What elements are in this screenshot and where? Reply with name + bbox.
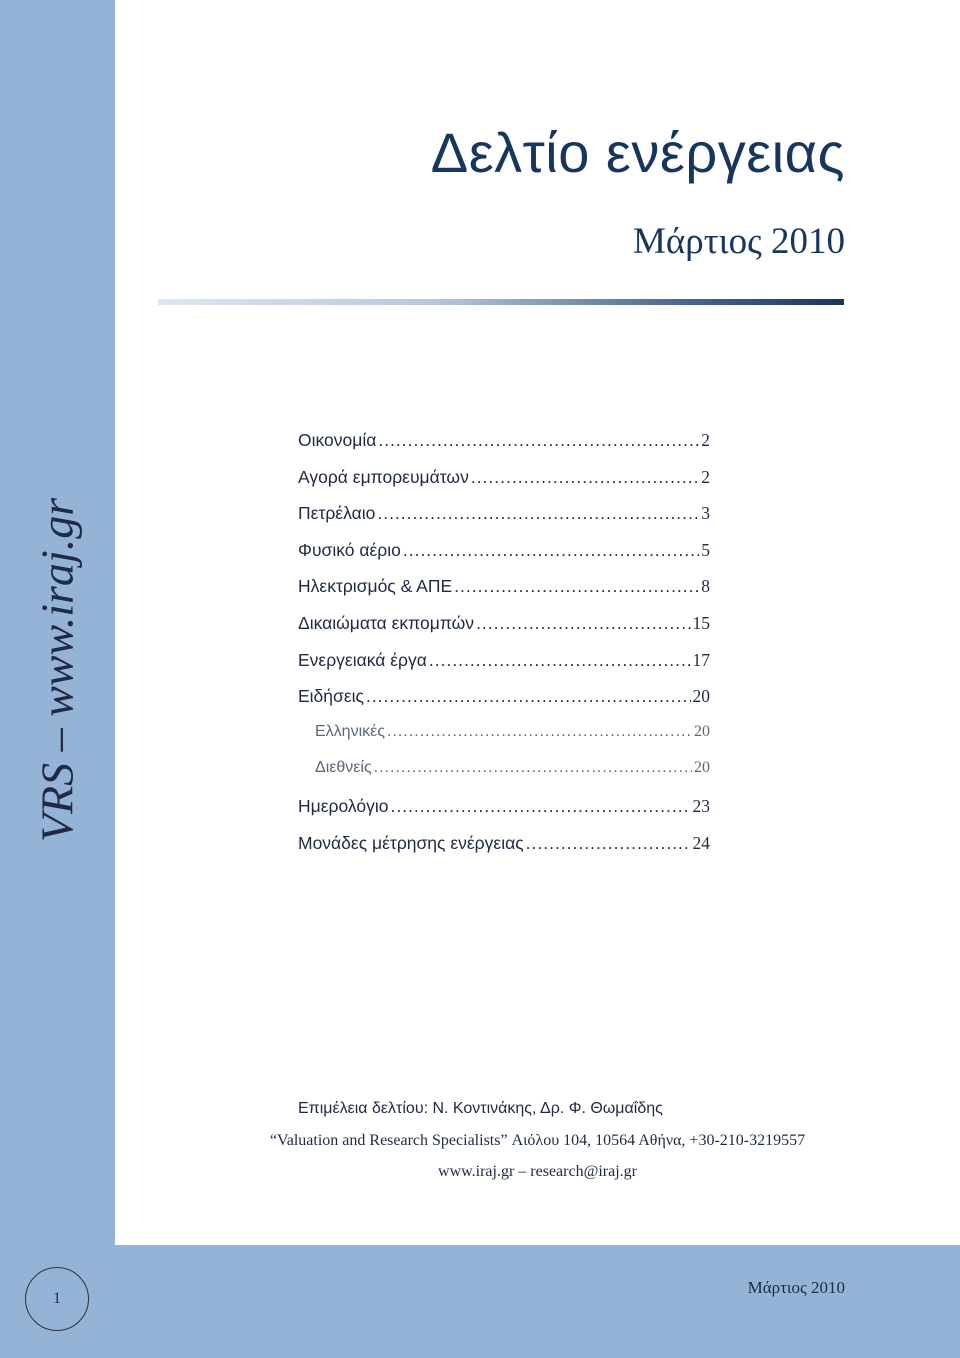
- footer-band: [0, 1245, 960, 1358]
- sidebar-vertical-wrap: [0, 480, 115, 860]
- toc-leader-dots: [377, 503, 699, 524]
- toc-entry-page: 2: [701, 466, 710, 487]
- toc-entry-label: Μονάδες μέτρησης ενέργειας: [298, 832, 524, 853]
- toc-entry-page: 20: [692, 686, 710, 707]
- toc-entry-emission-rights[interactable]: [298, 613, 710, 650]
- toc-leader-dots: [429, 650, 691, 671]
- toc-subentry-greek-news[interactable]: [298, 723, 710, 760]
- document-subtitle-date: Μάρτιος 2010: [633, 221, 845, 262]
- toc-entry-calendar[interactable]: [298, 796, 710, 833]
- toc-leader-dots: [390, 796, 690, 817]
- toc-entry-commodities[interactable]: [298, 467, 710, 504]
- toc-entry-page: 23: [692, 795, 710, 816]
- toc-leader-dots: [471, 467, 699, 488]
- toc-subentry-international-news[interactable]: [298, 759, 710, 796]
- toc-leader-dots: [403, 540, 699, 561]
- organization-address: “Valuation and Research Specialists” Αιόλου 104, 10564 Αθήνα, +30-210-3219557: [269, 1132, 806, 1149]
- toc-entry-label: Αγορά εμπορευμάτων: [298, 466, 469, 487]
- page-number-badge: [25, 1267, 89, 1331]
- toc-entry-label: Ειδήσεις: [298, 686, 364, 707]
- toc-entry-energy-units[interactable]: [298, 833, 710, 870]
- toc-leader-dots: [454, 576, 699, 597]
- toc-entry-label: Ηλεκτρισμός & ΑΠΕ: [298, 576, 453, 597]
- contact-links: www.iraj.gr – research@iraj.gr: [438, 1163, 637, 1180]
- document-title: Δελτίο ενέργειας: [430, 121, 845, 184]
- toc-entry-page: 20: [694, 722, 710, 740]
- toc-entry-page: 5: [701, 539, 710, 560]
- toc-entry-label: Οικονομία: [298, 430, 377, 450]
- toc-entry-page: 3: [701, 503, 710, 524]
- page-number: 1: [53, 1290, 61, 1307]
- toc-entry-energy-projects[interactable]: [298, 650, 710, 687]
- toc-entry-news[interactable]: [298, 686, 710, 723]
- toc-entry-label: Διεθνείς: [315, 759, 372, 777]
- toc-leader-dots: [387, 723, 692, 741]
- toc-leader-dots: [476, 613, 690, 634]
- toc-entry-label: Φυσικό αέριο: [298, 539, 401, 560]
- toc-entry-oil[interactable]: [298, 503, 710, 540]
- toc-leader-dots: [526, 833, 691, 854]
- toc-entry-economy[interactable]: [298, 430, 710, 467]
- toc-leader-dots: [378, 430, 699, 451]
- toc-entry-page: 24: [692, 832, 710, 853]
- toc-entry-label: Δικαιώματα εκπομπών: [298, 612, 475, 633]
- toc-entry-label: Πετρέλαιο: [298, 503, 376, 524]
- toc-entry-page: 8: [701, 576, 710, 597]
- toc-entry-label: Ενεργειακά έργα: [298, 649, 427, 670]
- sidebar-vertical-brand: VRS – www.iraj.gr: [31, 497, 83, 843]
- editors-credit: Επιμέλεια δελτίου: Ν. Κοντινάκης, Δρ. Φ. Θωμαΐδης: [298, 1100, 663, 1117]
- toc-entry-page: 15: [692, 612, 710, 633]
- toc-entry-page: 17: [692, 649, 710, 670]
- toc-leader-dots: [366, 686, 691, 707]
- toc-entry-label: Ελληνικές: [315, 722, 385, 740]
- table-of-contents: [298, 430, 710, 869]
- toc-leader-dots: [374, 759, 692, 777]
- title-divider: [158, 299, 844, 305]
- toc-entry-page: 2: [701, 430, 710, 450]
- toc-entry-electricity[interactable]: [298, 576, 710, 613]
- toc-entry-page: 20: [694, 759, 710, 777]
- toc-entry-label: Ημερολόγιο: [298, 795, 389, 816]
- footer-date: Μάρτιος 2010: [747, 1278, 845, 1297]
- toc-entry-natural-gas[interactable]: [298, 540, 710, 577]
